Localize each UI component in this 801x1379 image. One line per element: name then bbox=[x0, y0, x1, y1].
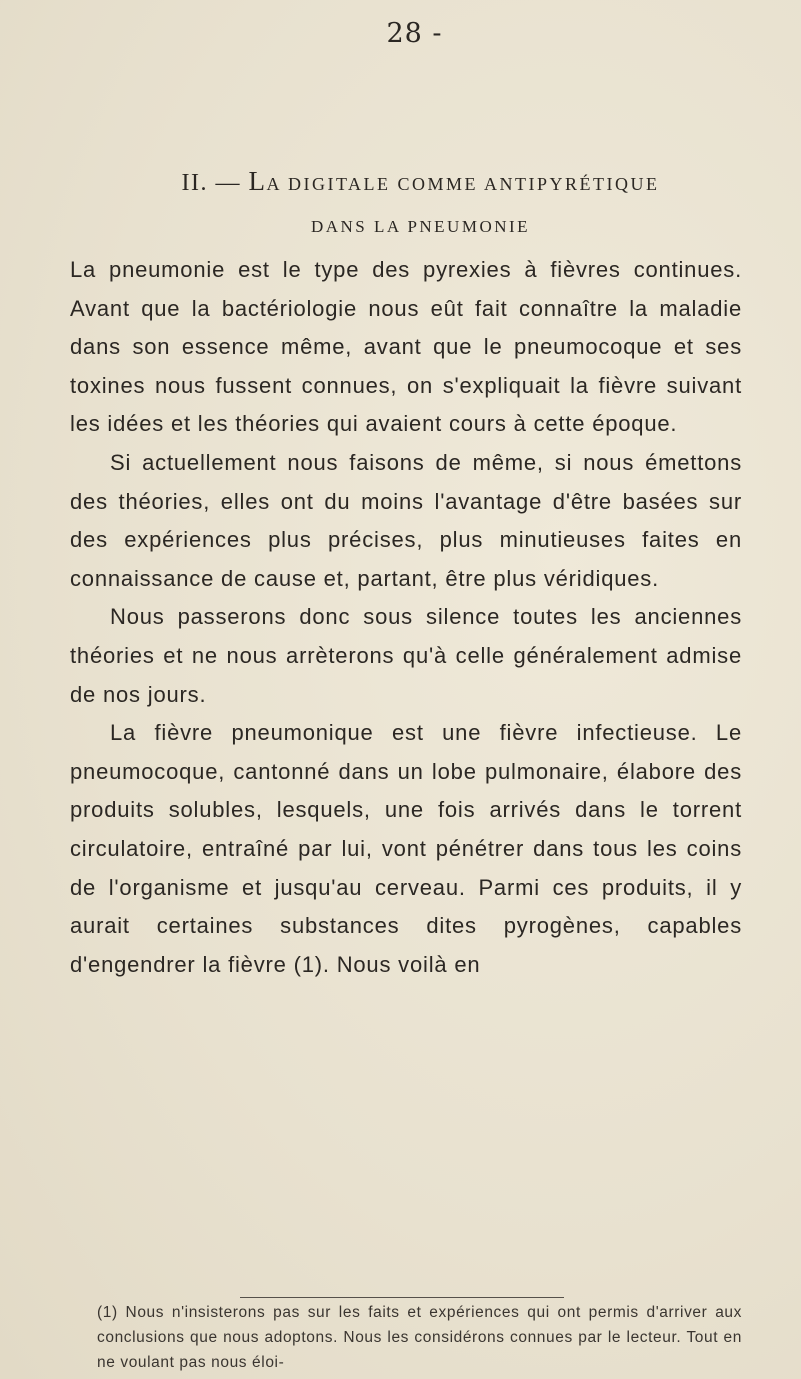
paragraph: La fièvre pneumonique est une fièvre infectieuse. Le pneumocoque, cantonné dans un lobe pulmonaire, élabore des produits solubles, lesquels, une fois arrivés dans le torrent circulatoire, entraîné par lui, vont pénétrer dans tous les coins de l'organisme et jusqu'au cerveau. Parmi ces produits, il y aurait certaines substances dites pyrogènes, capables d'engendrer la fièvre (1). Nous voilà en bbox=[70, 720, 742, 977]
page-number: 28 - bbox=[386, 18, 443, 49]
chapter-number: II. bbox=[181, 170, 208, 196]
heading-title: A DIGITALE COMME ANTIPYRÉTIQUE bbox=[266, 174, 660, 194]
chapter-subtitle: DANS LA PNEUMONIE bbox=[310, 217, 531, 236]
heading-first-letter: L bbox=[248, 166, 267, 196]
heading-dash: — bbox=[207, 170, 249, 196]
paragraph: Nous passerons donc sous silence toutes les anciennes théories et ne nous arrèterons qu'à celle généralement admise de nos jours. bbox=[70, 604, 742, 707]
body-text bbox=[70, 251, 742, 984]
paragraph: Si actuellement nous faisons de même, si nous émettons des théories, elles ont du moins l'avantage d'être basées sur des expériences plus précises, plus minutieuses faites en connaissance de cause et, partant, être plus véridiques. bbox=[70, 449, 742, 591]
chapter-heading bbox=[0, 166, 801, 197]
paragraph: La pneumonie est le type des pyrexies à fièvres continues. Avant que la bactériologie nous eût fait connaître la maladie dans son essence même, avant que le pneumocoque et ses toxines nous fussent connues, on s'expliquait la fièvre suivant les idées et les théories qui avaient cours à cette époque. bbox=[70, 257, 742, 437]
footnote-divider bbox=[240, 1297, 564, 1298]
footnote: (1) Nous n'insisterons pas sur les faits et expériences qui ont permis d'arriver aux conclusions que nous adoptons. Nous les considérons connues par le lecteur. Tout en ne voulant pas nous éloi- bbox=[97, 1304, 742, 1371]
